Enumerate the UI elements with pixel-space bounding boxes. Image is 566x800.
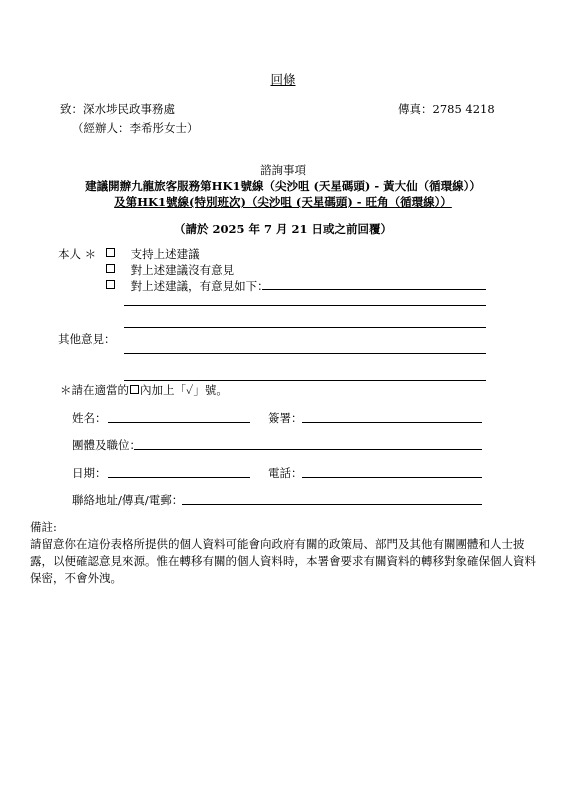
comment-line-3[interactable]	[124, 327, 486, 328]
date-label: 日期：	[72, 466, 107, 480]
comment-line-5[interactable]	[124, 380, 486, 381]
subject-line-1: 建議開辦九龍旅客服務第HK1號線（尖沙咀 (天星碼頭) - 黃大仙（循環線））	[85, 179, 481, 193]
checkbox-comment[interactable]	[106, 280, 115, 289]
phone-field[interactable]	[302, 477, 482, 478]
org-position-label: 團體及職位：	[72, 438, 141, 452]
fax-number: 傳真：2785 4218	[398, 102, 495, 116]
comment-line-4[interactable]	[124, 353, 486, 354]
option-no-comment-label: 對上述建議沒有意見	[130, 263, 235, 277]
option-comment[interactable]	[106, 278, 269, 294]
self-label: 本人 ＊	[58, 247, 97, 261]
option-comment-label: 對上述建議，有意見如下：	[130, 279, 269, 293]
notes-body	[30, 536, 540, 587]
contact-field[interactable]	[182, 504, 482, 505]
signature-field[interactable]	[302, 422, 482, 423]
reply-deadline: （請於 2025 年 7 月 21 日或之前回覆）	[173, 222, 393, 236]
checkbox-no-comment[interactable]	[106, 264, 115, 273]
notes-text: 請留意你在這份表格所提供的個人資料可能會向政府有關的政策局、部門及其他有關團體和人士披露，以便確認意見來源。惟在轉移有關的個人資料時，本署會要求有關資料的轉移對象確保個人資料保密，不會外洩。	[30, 537, 536, 585]
option-no-comment[interactable]	[106, 262, 234, 278]
comment-line-2[interactable]	[124, 305, 486, 306]
other-comments-label: 其他意見：	[58, 332, 116, 346]
tick-instruction: ＊請在適當的 內加上「✓」號。	[60, 383, 228, 397]
contact-label: 聯絡地址/傳真/電郵：	[72, 493, 184, 507]
checkbox-support[interactable]	[106, 248, 115, 257]
signature-label: 簽署：	[268, 411, 303, 425]
date-field[interactable]	[108, 477, 250, 478]
org-position-field[interactable]	[134, 449, 482, 450]
recipient-to: 致：深水埗民政事務處	[60, 102, 175, 116]
handler-name: （經辦人：李希彤女士）	[72, 121, 199, 135]
name-field[interactable]	[108, 422, 250, 423]
checkbox-example-icon	[130, 385, 139, 394]
option-support-label: 支持上述建議	[130, 247, 200, 261]
notes-heading: 備註:	[30, 520, 57, 534]
option-support[interactable]	[106, 246, 200, 262]
comment-line-1[interactable]	[262, 289, 486, 290]
subject-line-2: 及第HK1號線(特別班次)（尖沙咀 (天星碼頭) - 旺角（循環線））	[114, 195, 452, 209]
form-title: 回條	[270, 72, 296, 87]
phone-label: 電話：	[268, 466, 303, 480]
name-label: 姓名：	[72, 411, 107, 425]
subject-heading: 諮詢事項	[260, 163, 306, 177]
